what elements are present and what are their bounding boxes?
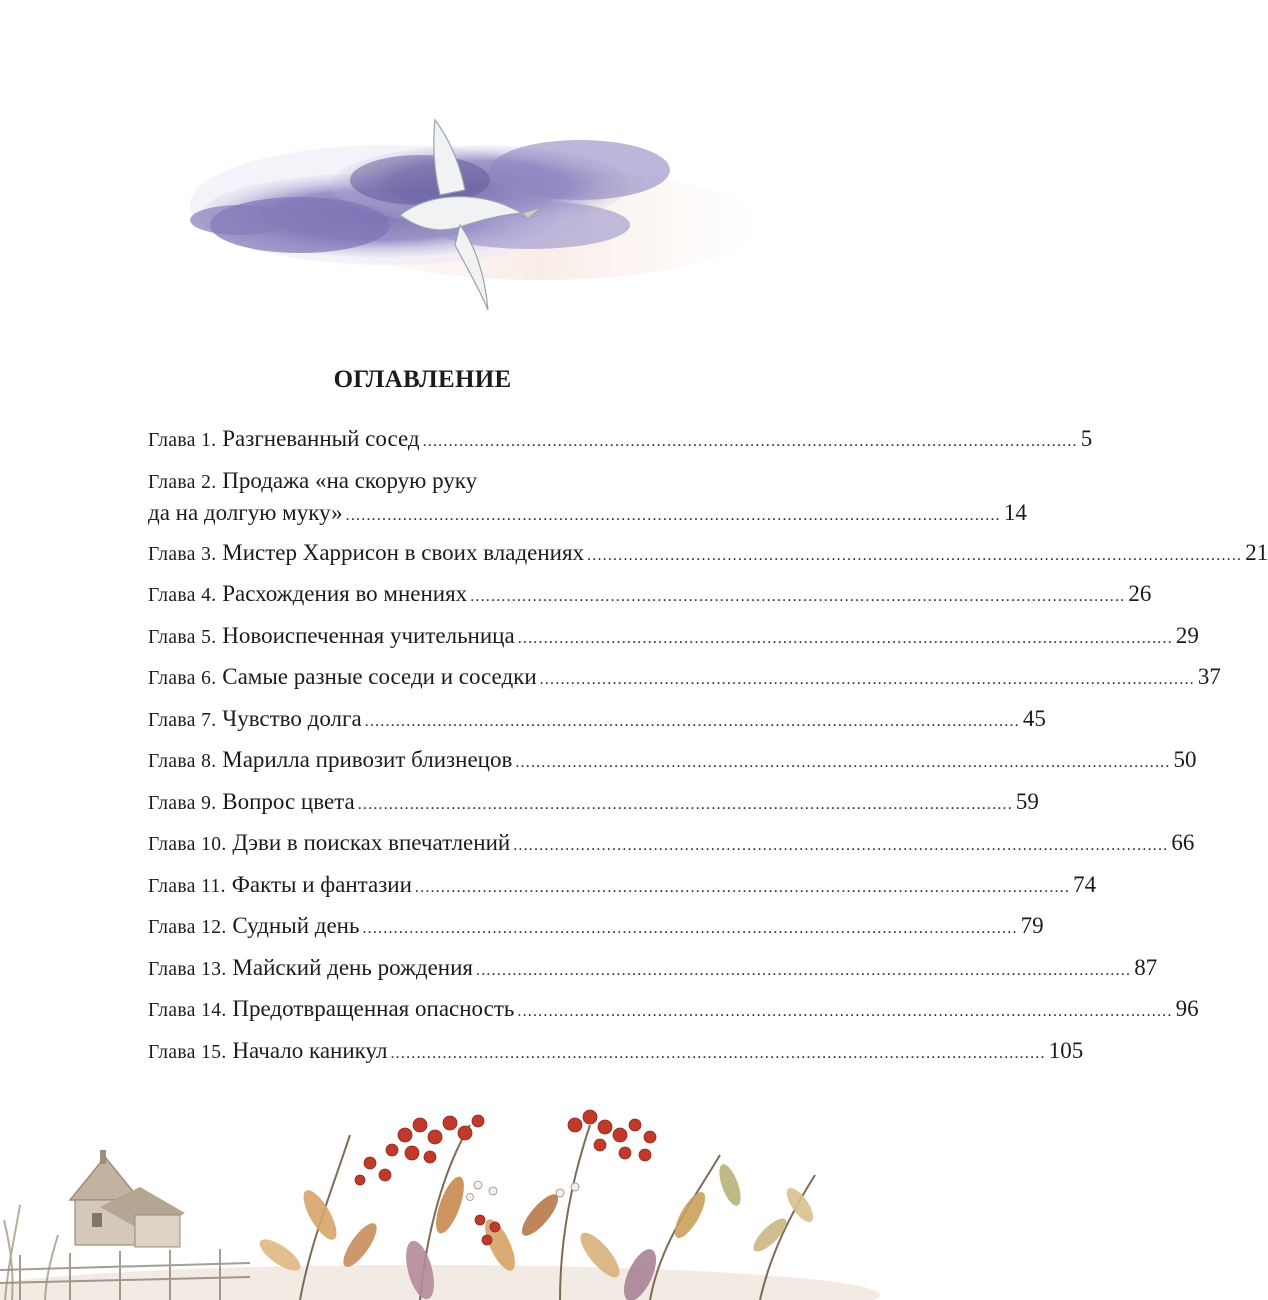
toc-entry[interactable] [148,911,1044,953]
table-of-contents [148,424,1268,1077]
toc-entry[interactable] [148,1036,1084,1078]
dot-leader: .............................................................................................................................. [364,712,1020,730]
chapter-title: Предотвращенная опасность [232,996,515,1021]
chapter-prefix: Глава 1. [148,430,217,451]
dot-leader: .............................................................................................................................. [390,1044,1046,1062]
chapter-prefix: Глава 3. [148,543,217,565]
chapter-title: Майский день рождения [232,954,474,980]
dot-leader: .............................................................................................................................. [414,878,1071,896]
chapter-title-continued: да на долгую муку» [148,499,343,525]
dot-leader: .............................................................................................................................. [517,1003,1173,1020]
toc-entry[interactable] [148,466,1027,538]
dot-leader: .............................................................................................................................. [517,629,1173,647]
dot-leader: .............................................................................................................................. [422,433,1078,450]
toc-entry[interactable] [148,787,1039,829]
chapter-title: Факты и фантазии [231,871,412,897]
toc-entry[interactable] [148,424,1093,466]
toc-entry[interactable] [148,953,1158,995]
dot-leader: .............................................................................................................................. [362,920,1018,937]
chapter-title: Судный день [232,913,360,938]
chapter-prefix: Глава 4. [148,585,217,606]
dot-leader: .............................................................................................................................. [539,671,1195,688]
dot-leader: .............................................................................................................................. [515,754,1171,771]
chapter-prefix: Глава 14. [148,1000,227,1021]
toc-entry[interactable] [148,704,1046,746]
chapter-prefix: Глава 2. [148,471,217,493]
page-number: 74 [1073,871,1097,897]
chapter-prefix: Глава 12. [148,917,227,938]
chapter-prefix: Глава 10. [148,834,227,855]
dot-leader: .............................................................................................................................. [476,961,1132,979]
page-number: 29 [1175,622,1199,648]
toc-heading: ОГЛАВЛЕНИЕ [333,366,512,393]
toc-entry[interactable] [148,828,1195,870]
toc-entry[interactable] [148,538,1268,580]
chapter-title: Мистер Харрисон в своих владениях [222,539,585,565]
page-number: 79 [1020,913,1044,938]
chapter-prefix: Глава 9. [148,792,217,814]
page-number: 87 [1134,954,1158,980]
toc-entry[interactable] [148,870,1097,912]
page-number: 45 [1022,705,1046,731]
chapter-title: Разгневанный сосед [222,426,420,451]
page-number: 37 [1197,664,1221,689]
toc-entry[interactable] [148,579,1152,621]
chapter-prefix: Глава 13. [148,958,227,980]
page-number: 96 [1175,996,1199,1021]
chapter-title: Продажа «на скорую руку [222,467,478,493]
chapter-prefix: Глава 11. [148,875,226,897]
chapter-title: Начало каникул [232,1037,388,1063]
farmhouse-flowers-icon [0,1095,845,1300]
page-number: 5 [1080,426,1093,451]
chapter-prefix: Глава 7. [148,709,217,731]
toc-entry[interactable] [148,745,1197,787]
page-number: 50 [1173,747,1197,772]
toc-entry[interactable] [148,662,1221,704]
chapter-title: Самые разные соседи и соседки [222,664,537,689]
page-number: 26 [1128,581,1152,606]
chapter-prefix: Глава 6. [148,668,217,689]
chapter-title: Расхождения во мнениях [222,581,468,606]
dot-leader: .............................................................................................................................. [470,588,1126,605]
chapter-prefix: Глава 8. [148,751,217,772]
page-number: 21 [1245,539,1268,565]
chapter-prefix: Глава 5. [148,626,217,648]
dot-leader: .............................................................................................................................. [587,546,1243,564]
chapter-title: Вопрос цвета [222,788,355,814]
dot-leader: .............................................................................................................................. [345,506,1001,524]
page-number: 66 [1171,830,1195,855]
chapter-title: Дэви в поисках впечатлений [232,830,511,855]
page-number: 14 [1003,499,1027,525]
page-number: 59 [1015,788,1039,814]
dot-leader: .............................................................................................................................. [513,837,1169,854]
toc-entry[interactable] [148,621,1199,663]
chapter-title: Чувство долга [222,705,362,731]
chapter-prefix: Глава 15. [148,1041,227,1063]
chapter-title: Новоиспеченная учительница [222,622,515,648]
chapter-title: Марилла привозит близнецов [222,747,513,772]
page-number: 105 [1048,1037,1084,1063]
dot-leader: .............................................................................................................................. [357,795,1013,813]
toc-entry[interactable] [148,994,1199,1036]
cloud-dove-icon [150,95,750,335]
